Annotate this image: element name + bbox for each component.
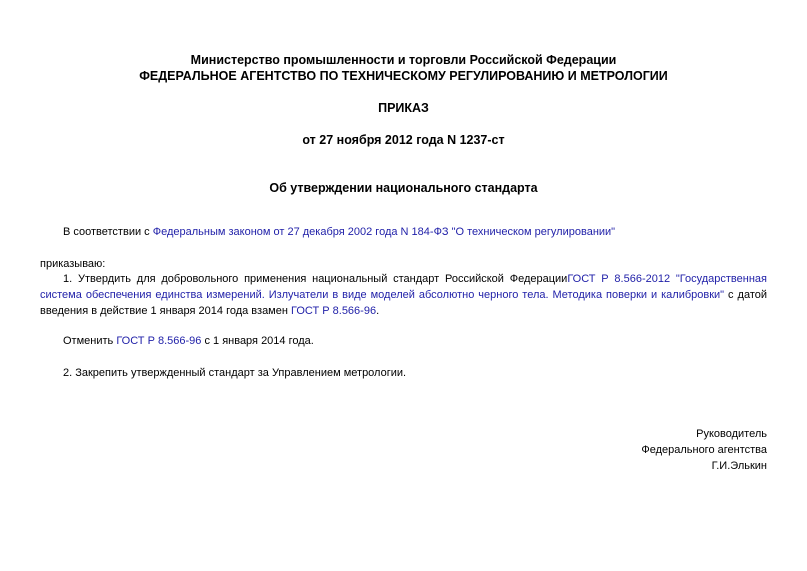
document-title: Об утверждении национального стандарта	[269, 181, 538, 195]
paragraph-basis	[63, 224, 615, 241]
basis-prefix-text: В соответствии с	[63, 226, 153, 238]
paragraph-item1-line3	[40, 303, 379, 320]
cancel-prefix-text: Отменить	[63, 335, 117, 347]
paragraph-cancel	[63, 333, 314, 350]
gost-96-link[interactable]: ГОСТ Р 8.566-96	[291, 305, 377, 317]
paragraph-order-word: приказываю:	[40, 258, 106, 270]
item1-date-text: с датой	[724, 289, 767, 301]
paragraph-item1-line2	[40, 287, 767, 304]
item1-text: 1. Утвердить для добровольного применения национальный стандарт Российской Федерации	[63, 273, 568, 285]
cancel-suffix-text: с 1 января 2014 года.	[201, 335, 314, 347]
signature-organization: Федерального агентства	[641, 444, 767, 456]
signature-position: Руководитель	[696, 428, 767, 440]
item1-effective-text: введения в действие 1 января 2014 года взамен	[40, 305, 291, 317]
paragraph-item1-line1	[63, 271, 767, 288]
signature-name: Г.И.Элькин	[711, 460, 767, 472]
agency-heading: ФЕДЕРАЛЬНОЕ АГЕНТСТВО ПО ТЕХНИЧЕСКОМУ РЕГУЛИРОВАНИЮ И МЕТРОЛОГИИ	[139, 69, 668, 83]
paragraph-item2: 2. Закрепить утвержденный стандарт за Управлением метрологии.	[63, 367, 407, 379]
gost-96-cancel-link[interactable]: ГОСТ Р 8.566-96	[116, 335, 202, 347]
document-date-number: от 27 ноября 2012 года N 1237-ст	[302, 133, 505, 147]
document-type: ПРИКАЗ	[378, 101, 429, 115]
item1-period: .	[376, 305, 380, 317]
gost-2012-title-link[interactable]: система обеспечения единства измерений. Излучатели в виде моделей абсолютно черного тела. Методика поверки и калибровки"	[40, 289, 725, 301]
federal-law-link[interactable]: Федеральным законом от 27 декабря 2002 года N 184-ФЗ "О техническом регулировании"	[152, 226, 616, 238]
ministry-heading: Министерство промышленности и торговли Российской Федерации	[190, 53, 617, 67]
gost-2012-link[interactable]: ГОСТ Р 8.566-2012 "Государственная	[567, 273, 767, 285]
